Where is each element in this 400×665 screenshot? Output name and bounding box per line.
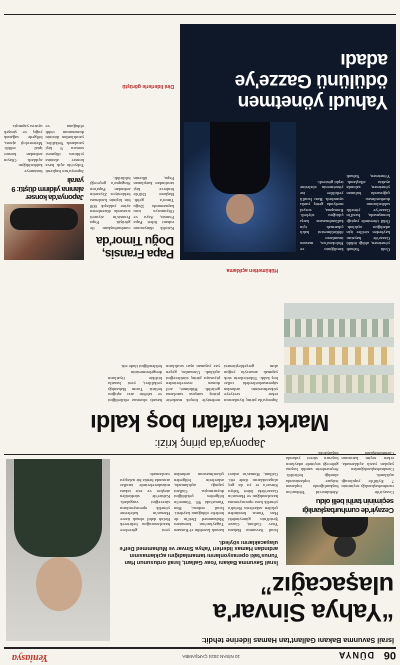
footer-rule xyxy=(4,14,396,15)
sidebar-left-photo xyxy=(286,517,394,565)
sidebar-right-body: Japonya'nın başkenti Tokyo'da açık hava konser alanına yıldırım düşmesi sonucu 9 kişi yaralandı. Yetkililer, yaralılardan ikisinin durumunun ciddi olduğunu ve hastaneye kaldırıldığını açıkladı. Olayın ardından konser iptal edildi. Meteoroloji ajansı, bölgede sağanak yağış ve şimşek uyarısı yapmıştı. xyxy=(4,124,84,174)
shelf-2 xyxy=(284,347,394,365)
gaza-photo xyxy=(184,122,296,252)
sidebar-middle-headline: Papa Fransis, Doğu Timor'da xyxy=(96,234,174,261)
crowd-shape xyxy=(10,208,78,230)
lead-deck: İsrail Savunma Bakanı Yoav Gallant, İsrail ordusunun Han Yunus'taki operasyonlarını tamamladığını açıklamasının ardından Hamas liderleri Yahya Sinvar ve Muhammed Deif'e ulaşacaklarını söyledi. xyxy=(119,538,278,565)
japan-subhead: Hükümetten açıklama xyxy=(226,267,278,273)
sidebar-right-photo xyxy=(4,204,84,260)
gaza-body: Ünlü Yahudi yönetmen, aldığı ödülü Gazze'de hayatını kaybeden siviller için adadığını açıkladı. Ödül töreninde yaptığı konuşmada, İsrail'in Gazze'ye yönelik saldırılarının durdurulması çağrısında bulunan yönetmen, salonda ayakta alkışlandı. Yönetmen, Yahudi kimliğinin ve Holokost'un, masum insanların öldürülmesini haklı çıkarmak için kullanılmasına karşı çıktığını söyledi. Konuşma, sosyal medyada geniş yankı uyandırdı. Bazı İsrailli yetkililer ise yönetmenin sözlerine tepki gösterdi. xyxy=(300,174,390,252)
sidebar-right-headline: Japonya'da konser alanına yıldırım düştü: 9 yaralı xyxy=(11,176,84,202)
sidebar-left-body: Cezayir'de cumhurbaşkanlığı seçiminin 7 Eylül'de yapılacağı açıklandı. Cumhurbaşkanlığından yapılan yazılı açıklamada, erken seçim kararının Abdulmecid Tebbun'un başkanlığında toplanan istişare toplantısında alındığı belirtildi. Seçmenlerin sandık başına gideceği seçimde adayların başvuru süreci yakında xyxy=(286,456,394,495)
lead-photo-body xyxy=(14,459,102,557)
gaza-headline: Yahudi yönetmen ödülünü Gazze'ye adadı xyxy=(235,49,388,112)
portrait-silhouette xyxy=(334,535,356,557)
sidebar-middle-subhead: Dini liderlerle görüştü xyxy=(122,83,174,89)
japan-body: Japonya'da pirinç fiyatlarının rekor seviyeye yükselmesinin ardından süpermarketlerdeki raflar boş kaldı. Tüketicilerin stok yapmak amacıyla yoğun alım gerçekleştirmesi nedeniyle birçok markette pirinç satışına sınırlama getirildi. Hükümet, acil durum rezervlerinden piyasaya pirinç sürüleceğini açıkladı. Uzmanlar, geçen yaz yaşanan aşırı sıcakların hasadı olumsuz etkilediğini ve talebin arzı aştığını belirtti. Tarım Bakanlığı yetkilileri, yeni hasatla birlikte fiyatların dengelenmesinin beklendiğini ifade etti. xyxy=(108,364,278,403)
masthead-logo xyxy=(12,652,48,663)
masthead-text: Yeniasya xyxy=(11,652,48,663)
japan-kicker: Japonya'da pirinç krizi: xyxy=(154,437,266,449)
sidebar-right-column xyxy=(4,64,84,260)
japan-photo xyxy=(284,303,394,403)
lead-photo-head xyxy=(36,557,82,611)
header-rule xyxy=(4,648,396,650)
sidebar-middle-column xyxy=(90,83,174,260)
sidebar-left-headline: Cezayir'de cumhurbaşkanlığı seçiminin tarihi belli oldu xyxy=(302,497,394,515)
sidebar-left-column xyxy=(286,429,394,565)
lead-photo xyxy=(6,459,110,641)
shelf-3 xyxy=(284,319,394,337)
page-date: 10 NİSAN 2024 ÇARŞAMBA xyxy=(182,654,240,659)
gaza-feature xyxy=(180,24,396,260)
japan-headline: Market rafları boş kaldı xyxy=(90,410,330,436)
lead-headline: “Yahya Sinvar'a ulaşacağız” xyxy=(213,571,394,626)
portrait-shoulders xyxy=(322,517,368,537)
lead-body: İsrail Savunma Bakanı Yoav Gallant, Gazze Şeridi'nin güneyindeki Han Yunus kentinden çekilen askerlerin Refah'a yönelik kara operasyonuna hazırlandığını ve Hamas'ın Gazze'deki lideri Yahya Sinvar'a er ya da geç ulaşacaklarını ifade etti. Gallant, Hamas'ın askeri kanadı İzzeddin el-Kassam Tugayları'nın komutanı Muhammed Deif'in de hedefte olduğunu kaydetti. İsrail ordusu, Han Yunus'taki 98. Tümen'in bölgeden çekildiğini duyurmuştu. Gallant yaptığı açıklamada, askerlerin bölgeden çıkarılmasının ardından yeni görevlere hazırlanacağını belirterek Refah dahil olmak üzere Hamas'ın kalelerine yönelik operasyonların süreceğini vurguladı. Kahire'de sürdürülen ateşkes ve esir takası müzakerelerinde taraflar arasında henüz bir uzlaşıya varılamadı. xyxy=(120,472,278,533)
gaza-photo-body xyxy=(210,122,270,194)
page-number: 06 xyxy=(383,649,396,661)
lead-kicker: İsrail Savunma Bakanı Gallant'tan Hamas liderine tehdit: xyxy=(201,636,394,645)
section-label: DÜNYA xyxy=(337,650,374,660)
shelf-1 xyxy=(284,375,394,393)
gaza-photo-head xyxy=(226,194,254,224)
sidebar-middle-body: Katolik dünyasının ruhani lideri Papa Fransis, Asya ve Okyanusya turu kapsamında Doğu Timor'a geldi. Başkent Dili'de binlerce kişi tarafından karşılanan Papa, ülkenin cumhurbaşkanı ile görüştü. Papa Fransis'in ziyareti sırasında düzenlenen ayine yaklaşık 600 bin kişinin katılması bekleniyor. Ziyaretin ardından Papa'nın Singapur'a geçeceği bildirildi. xyxy=(90,175,174,231)
lead-bottom-rule xyxy=(4,454,396,455)
